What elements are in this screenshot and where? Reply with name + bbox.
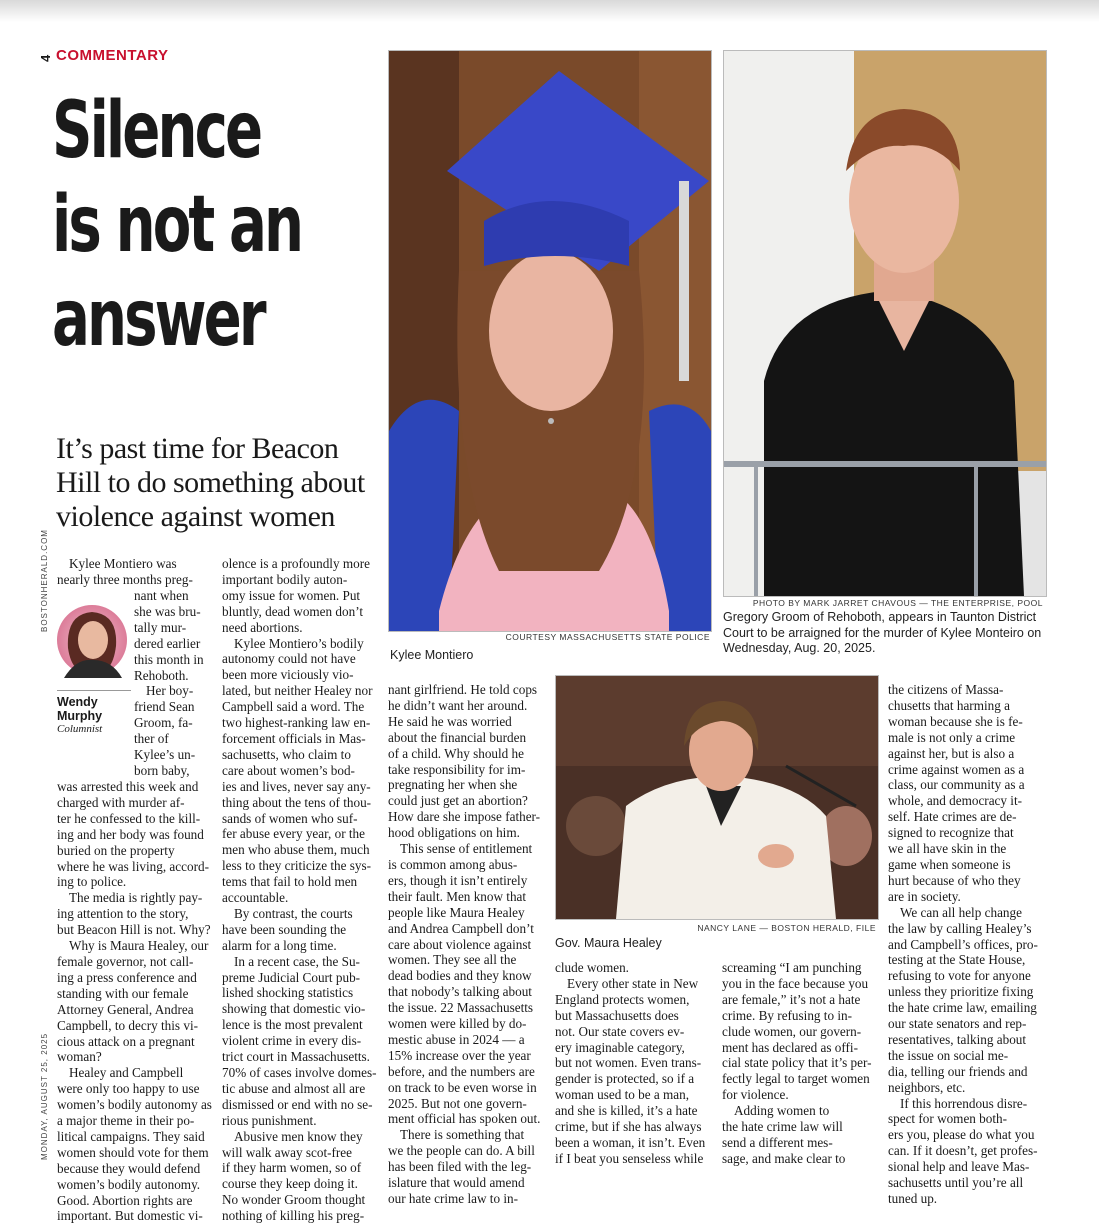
deck-line: Hill to do something about: [56, 466, 365, 499]
text-line: male is not only a crime: [888, 729, 1016, 745]
text-line: ing attention to the story,: [57, 906, 189, 922]
scan-edge-shadow: [0, 0, 1099, 22]
text-line: are female,” it’s not a hate: [722, 991, 861, 1007]
text-line: people like Maura Healey: [388, 904, 525, 920]
col1-wrap: [134, 588, 222, 779]
text-line: men who abuse them, much: [222, 842, 370, 858]
text-line: have been sounding the: [222, 921, 347, 937]
text-line: Her boy-: [146, 683, 194, 699]
text-line: islature that would amend: [388, 1175, 525, 1191]
text-line: Kylee’s un-: [134, 747, 196, 763]
text-line: buried on the property: [57, 842, 175, 858]
text-line: ing and her body was found: [57, 826, 204, 842]
headline-line: Silence: [52, 86, 261, 176]
text-line: bluntly, dead women don’t: [222, 603, 364, 619]
byline-first: Wendy: [57, 695, 98, 709]
text-line: will walk away scot-free: [222, 1144, 352, 1160]
text-line: spect for women both-: [888, 1111, 1008, 1127]
text-line: tuned up.: [888, 1191, 938, 1206]
text-line: on track to be even worse in: [388, 1079, 537, 1095]
text-line: showing that domestic vio-: [222, 1001, 366, 1017]
text-line: autonomy could not have: [222, 651, 356, 667]
text-line: Healey and Campbell: [69, 1065, 184, 1081]
text-line: the law by calling Healey’s: [888, 920, 1032, 936]
text-line: the issue. 22 Massachusetts: [388, 1000, 534, 1016]
text-line: Rehoboth.: [134, 667, 189, 683]
text-line: we the people can do. A bill: [388, 1143, 535, 1159]
text-line: and Andrea Campbell don’t: [388, 920, 534, 936]
text-line: but Massachusetts does: [555, 1007, 679, 1023]
text-line: Every other state in New: [567, 975, 699, 991]
text-line: she was bru-: [134, 603, 201, 619]
text-line: sands of women who suf-: [222, 810, 358, 826]
text-line: ment official has spoken out.: [388, 1111, 541, 1127]
text-line: women should vote for them: [57, 1144, 209, 1160]
caption-line: Gregory Groom of Rehoboth, appears in Taunton District: [723, 610, 1037, 624]
text-line: omy issue for women. Put: [222, 587, 361, 603]
text-line: need abortions.: [222, 619, 303, 635]
text-line: lated, but neither Healey nor: [222, 683, 373, 699]
text-line: lished shocking statistics: [222, 985, 354, 1001]
text-line: crime against women as a: [888, 761, 1025, 777]
text-line: and Campbell’s offices, pro-: [888, 936, 1038, 952]
text-line: woman?: [57, 1049, 102, 1065]
text-line: care about violence against: [388, 936, 532, 952]
text-line: has been filed with the leg-: [388, 1159, 532, 1175]
text-line: dead bodies and they know: [388, 968, 532, 984]
text-line: is common among abus-: [388, 856, 518, 872]
text-line: sional help and leave Mas-: [888, 1159, 1030, 1175]
side-date: MONDAY, AUGUST 25, 2025: [40, 1032, 49, 1160]
text-line: women’s bodily autonomy as: [57, 1097, 212, 1113]
text-line: take responsibility for im-: [388, 761, 526, 777]
text-line: important. But domestic vi-: [57, 1208, 203, 1224]
text-line: course they keep doing it.: [222, 1176, 358, 1192]
text-line: If this horrendous disre-: [900, 1095, 1028, 1111]
text-line: litical campaigns. They said: [57, 1128, 205, 1144]
text-line: hood obligations on him.: [388, 825, 520, 841]
headline-line: is not an: [52, 180, 302, 270]
text-line: trict court in Massachusetts.: [222, 1049, 370, 1065]
text-line: a major theme in their po-: [57, 1113, 195, 1129]
text-line: less to they criticize the sys-: [222, 858, 372, 874]
photo-credit-groom: PHOTO BY MARK JARRET CHAVOUS — THE ENTERPRISE, POOL: [752, 598, 1043, 608]
text-line: ment has declared as offi-: [722, 1039, 858, 1055]
text-line: woman used to be a man,: [555, 1087, 690, 1103]
photo-healey: [555, 675, 879, 920]
text-line: ing a press conference and: [57, 969, 197, 985]
headline-line: answer: [52, 274, 264, 364]
text-line: ers, though it isn’t entirely: [388, 872, 528, 888]
text-line: standing with our female: [57, 985, 189, 1001]
text-line: the hate crime law will: [722, 1119, 843, 1135]
text-line: ther of: [134, 731, 169, 747]
byline-role: Columnist: [57, 723, 103, 735]
text-line: women’s bodily autonomy.: [57, 1176, 201, 1192]
text-line: Abusive men know they: [234, 1128, 363, 1144]
text-line: sachusetts, who claim to: [222, 746, 351, 762]
text-line: we all have skin in the: [888, 841, 1007, 857]
text-line: their fault. Men know that: [388, 888, 527, 904]
text-line: tems that fail to hold men: [222, 874, 358, 890]
text-line: unless they prioritize fixing: [888, 984, 1034, 1000]
text-line: game when someone is: [888, 856, 1011, 872]
col3: [388, 682, 550, 1207]
text-line: fectly legal to target women: [722, 1071, 870, 1087]
text-line: Campbell said a word. The: [222, 699, 365, 715]
text-line: hurt because of who they: [888, 872, 1021, 888]
text-line: Attorney General, Andrea: [57, 1001, 194, 1017]
text-line: Groom, fa-: [134, 715, 193, 731]
text-line: tic abuse and almost all are: [222, 1080, 366, 1096]
text-line: were only too happy to use: [57, 1081, 200, 1097]
col5: [722, 960, 882, 1167]
text-line: that nobody’s talking about: [388, 984, 532, 1000]
text-line: important bodily auton-: [222, 571, 348, 587]
text-line: our hate crime law to in-: [388, 1191, 518, 1206]
text-line: lence is the most prevalent: [222, 1017, 363, 1033]
deck-line: It’s past time for Beacon: [56, 432, 339, 465]
text-line: 2025. But not one govern-: [388, 1095, 527, 1111]
byline: [57, 690, 131, 735]
text-line: There is something that: [400, 1127, 525, 1143]
text-line: Campbell, to decry this vi-: [57, 1017, 199, 1033]
text-line: nearly three months preg-: [57, 571, 193, 587]
text-line: cious attack on a pregnant: [57, 1033, 195, 1049]
text-line: screaming “I am punching: [722, 960, 862, 975]
side-site: BOSTONHERALD.COM: [40, 529, 49, 632]
text-line: forcement officials in Mas-: [222, 730, 366, 746]
text-line: 70% of cases involve domes-: [222, 1065, 377, 1080]
col1-top: [57, 556, 217, 588]
text-line: resentatives, talking about: [888, 1031, 1027, 1047]
text-line: dia, telling our friends and: [888, 1063, 1028, 1079]
text-line: Good. Abortion rights are: [57, 1192, 193, 1208]
text-line: been a woman, it isn’t. Even: [555, 1134, 706, 1150]
text-line: born baby,: [134, 762, 190, 778]
photo-credit-healey: NANCY LANE — BOSTON HERALD, FILE: [697, 923, 876, 933]
page-number: 4: [38, 54, 53, 62]
text-line: ery imaginable category,: [555, 1039, 685, 1055]
text-line: against her, but is also a: [888, 745, 1015, 761]
text-line: chusetts that harming a: [888, 697, 1010, 713]
text-line: No wonder Groom thought: [222, 1192, 366, 1208]
text-line: ies and lives, never say any-: [222, 778, 371, 794]
text-line: The media is rightly pay-: [69, 890, 203, 906]
text-line: class, our community as a: [888, 777, 1025, 793]
text-line: of a child. Why should he: [388, 745, 525, 761]
col4: [555, 960, 715, 1167]
text-line: refusing to vote for anyone: [888, 968, 1031, 984]
text-line: he didn’t want her around.: [388, 697, 528, 713]
col1-bottom: [57, 779, 217, 1224]
text-line: for violence.: [722, 1087, 789, 1103]
text-line: cial state policy that it’s per-: [722, 1055, 872, 1071]
text-line: not. Our state covers ev-: [555, 1023, 685, 1039]
text-line: 15% increase over the year: [388, 1047, 531, 1063]
text-line: signed to recognize that: [888, 825, 1014, 841]
photo-credit-kylee: COURTESY MASSACHUSETTS STATE POLICE: [505, 632, 710, 642]
byline-last: Murphy: [57, 709, 103, 723]
text-line: about the financial burden: [388, 729, 527, 745]
text-line: testing at the State House,: [888, 952, 1026, 968]
photo-groom: [723, 50, 1047, 597]
text-line: pregnating her when she: [388, 777, 518, 793]
text-line: the citizens of Massa-: [888, 682, 1004, 697]
text-line: This sense of entitlement: [400, 841, 533, 857]
caption-line: Court to be arraigned for the murder of Kylee Monteiro on: [723, 625, 1042, 640]
text-line: Kylee Montiero was: [69, 556, 177, 571]
text-line: before, and the numbers are: [388, 1063, 535, 1079]
text-line: two highest-ranking law en-: [222, 715, 371, 731]
text-line: but not women. Even trans-: [555, 1055, 702, 1071]
text-line: England protects women,: [555, 991, 690, 1007]
text-line: whole, and democracy it-: [888, 793, 1023, 809]
text-line: can. If it doesn’t, get profes-: [888, 1143, 1038, 1159]
text-line: this month in: [134, 651, 204, 667]
text-line: you in the face because you: [722, 975, 869, 991]
text-line: woman because she is fe-: [888, 713, 1023, 729]
text-line: crime. By refusing to in-: [722, 1007, 853, 1023]
text-line: He said he was worried: [388, 713, 512, 729]
text-line: ing to police.: [57, 874, 127, 890]
section-label: COMMENTARY: [56, 47, 169, 64]
text-line: charged with murder af-: [57, 794, 185, 810]
text-line: are in society.: [888, 888, 961, 904]
text-line: if they harm women, so of: [222, 1160, 362, 1176]
text-line: crime, but if she has always: [555, 1119, 702, 1135]
photo-kylee: [388, 50, 712, 632]
text-line: was arrested this week and: [57, 779, 199, 794]
text-line: could just get an abortion?: [388, 793, 528, 809]
text-line: fer abuse every year, or the: [222, 826, 365, 842]
text-line: How dare she impose father-: [388, 809, 541, 825]
text-line: gender is protected, so if a: [555, 1071, 695, 1087]
text-line: but Beacon Hill is not. Why?: [57, 922, 211, 938]
photo-caption-healey: Gov. Maura Healey: [555, 936, 662, 950]
text-line: been more viciously vio-: [222, 667, 354, 683]
text-line: self. Hate crimes are de-: [888, 809, 1017, 825]
headline: [52, 84, 302, 366]
text-line: dismissed or end with no se-: [222, 1096, 373, 1112]
text-line: and she is killed, it’s a hate: [555, 1103, 698, 1119]
text-line: neighbors, etc.: [888, 1079, 966, 1095]
text-line: women were killed by do-: [388, 1016, 527, 1032]
text-line: the issue on social me-: [888, 1047, 1009, 1063]
photo-caption-groom: [723, 610, 1053, 657]
text-line: In a recent case, the Su-: [234, 953, 360, 969]
text-line: rious punishment.: [222, 1112, 317, 1128]
text-line: nant when: [134, 588, 189, 603]
text-line: alarm for a long time.: [222, 937, 337, 953]
text-line: where he was living, accord-: [57, 858, 209, 874]
text-line: mestic abuse in 2024 — a: [388, 1031, 525, 1047]
text-line: female governor, not call-: [57, 953, 194, 969]
text-line: our state senators and rep-: [888, 1016, 1027, 1032]
text-line: tally mur-: [134, 619, 187, 635]
col6: [888, 682, 1058, 1207]
text-line: friend Sean: [134, 699, 195, 715]
text-line: the hate crime law, emailing: [888, 1000, 1037, 1016]
text-line: nant girlfriend. He told cops: [388, 682, 538, 697]
text-line: if I beat you senseless while: [555, 1150, 704, 1166]
text-line: nothing of killing his preg-: [222, 1208, 365, 1224]
text-line: Adding women to: [734, 1103, 830, 1119]
text-line: sage, and make clear to: [722, 1150, 846, 1166]
text-line: ers you, please do what you: [888, 1127, 1035, 1143]
text-line: Kylee Montiero’s bodily: [234, 635, 364, 651]
text-line: care about women’s bod-: [222, 762, 355, 778]
text-line: accountable.: [222, 890, 289, 906]
text-line: We can all help change: [900, 904, 1022, 920]
text-line: olence is a profoundly more: [222, 556, 370, 571]
text-line: Why is Maura Healey, our: [69, 938, 209, 954]
text-line: ter he confessed to the kill-: [57, 810, 201, 826]
text-line: because they would defend: [57, 1160, 201, 1176]
deck: [56, 432, 386, 534]
deck-line: violence against women: [56, 500, 335, 533]
text-line: violent crime in every dis-: [222, 1033, 362, 1049]
text-line: thing about the tens of thou-: [222, 794, 372, 810]
text-line: sachusetts until you’re all: [888, 1175, 1024, 1191]
col2: [222, 556, 384, 1224]
text-line: women. They see all the: [388, 952, 517, 968]
photo-caption-kylee: Kylee Montiero: [390, 648, 474, 662]
text-line: dered earlier: [134, 635, 201, 651]
text-line: send a different mes-: [722, 1134, 833, 1150]
author-photo: [56, 602, 128, 680]
text-line: preme Judicial Court pub-: [222, 969, 361, 985]
text-line: clude women, our govern-: [722, 1023, 862, 1039]
caption-line: Wednesday, Aug. 20, 2025.: [723, 641, 876, 655]
text-line: clude women.: [555, 960, 629, 975]
text-line: By contrast, the courts: [234, 905, 353, 921]
